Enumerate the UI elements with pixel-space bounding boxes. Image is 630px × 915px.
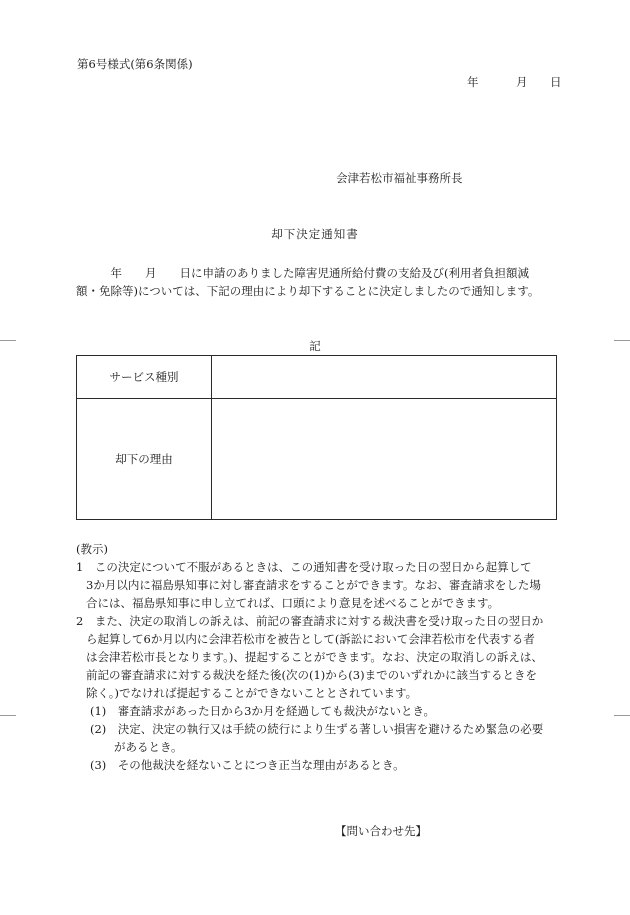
date-day: 日	[550, 75, 562, 89]
instruction-line: 1 この決定について不服があるときは、この通知書を受け取った日の翌日から起算して	[76, 560, 532, 574]
date-line	[467, 74, 562, 90]
instruction-subitem: (2) 決定、決定の執行又は手続の続行により生ずる著しい損害を避けるため緊急の必要	[90, 722, 544, 736]
instruction-line: 合には、福島県知事に申し立てれば、口頭により意見を述べることができます。	[86, 596, 500, 610]
form-number: 第6号様式(第6条関係)	[77, 57, 193, 71]
instruction-line: 除く。)でなければ提起することができないこととされています。	[86, 686, 418, 700]
service-type-label: サービス種別	[77, 356, 212, 399]
instruction-line: ら起算して6か月以内に会津若松市を被告として(訴訟において会津若松市を代表する者	[86, 632, 535, 646]
body-line-1: 年 月 日に申請のありました障害児通所給付費の支給及び(利用者負担額減	[76, 266, 529, 280]
instruction-line: 3か月以内に福島県知事に対し審査請求をすることができます。なお、審査請求をした場	[86, 578, 541, 592]
instruction-subitem: (3) その他裁決を経ないことにつき正当な理由があるとき。	[90, 758, 405, 772]
margin-tick-right-lower	[614, 715, 630, 716]
body-line-2: 額・免除等)については、下記の理由により却下することに決定しましたので通知します。	[76, 284, 540, 298]
service-type-value	[212, 356, 557, 399]
sender-name: 会津若松市福祉事務所長	[336, 171, 463, 185]
instruction-line: は会津若松市長となります。)、提起することができます。なお、決定の取消しの訴えは、	[86, 650, 543, 664]
instruction-subitem-continued: があるとき。	[114, 740, 183, 754]
instruction-subitem: (1) 審査請求があった日から3か月を経過しても裁決がないとき。	[90, 704, 436, 718]
rejection-reason-value	[212, 399, 557, 520]
ki-heading: 記	[309, 339, 321, 353]
decision-table	[76, 355, 557, 520]
instruction-line: 2 また、決定の取消しの訴えは、前記の審査請求に対する裁決書を受け取った日の翌日か	[76, 614, 544, 628]
contact-heading: 【問い合わせ先】	[335, 824, 427, 838]
date-year: 年	[467, 75, 479, 89]
rejection-reason-label: 却下の理由	[77, 399, 212, 520]
table-row-reason	[77, 399, 557, 520]
table-row-service	[77, 356, 557, 399]
document-title: 却下決定通知書	[271, 227, 359, 241]
instruction-line: 前記の審査請求に対する裁決を経た後(次の(1)から(3)までのいずれかに該当するときを	[86, 668, 538, 682]
instructions-block	[76, 540, 561, 774]
date-month: 月	[516, 75, 528, 89]
margin-tick-left-lower	[0, 715, 16, 716]
instructions-heading: (教示)	[76, 542, 108, 556]
